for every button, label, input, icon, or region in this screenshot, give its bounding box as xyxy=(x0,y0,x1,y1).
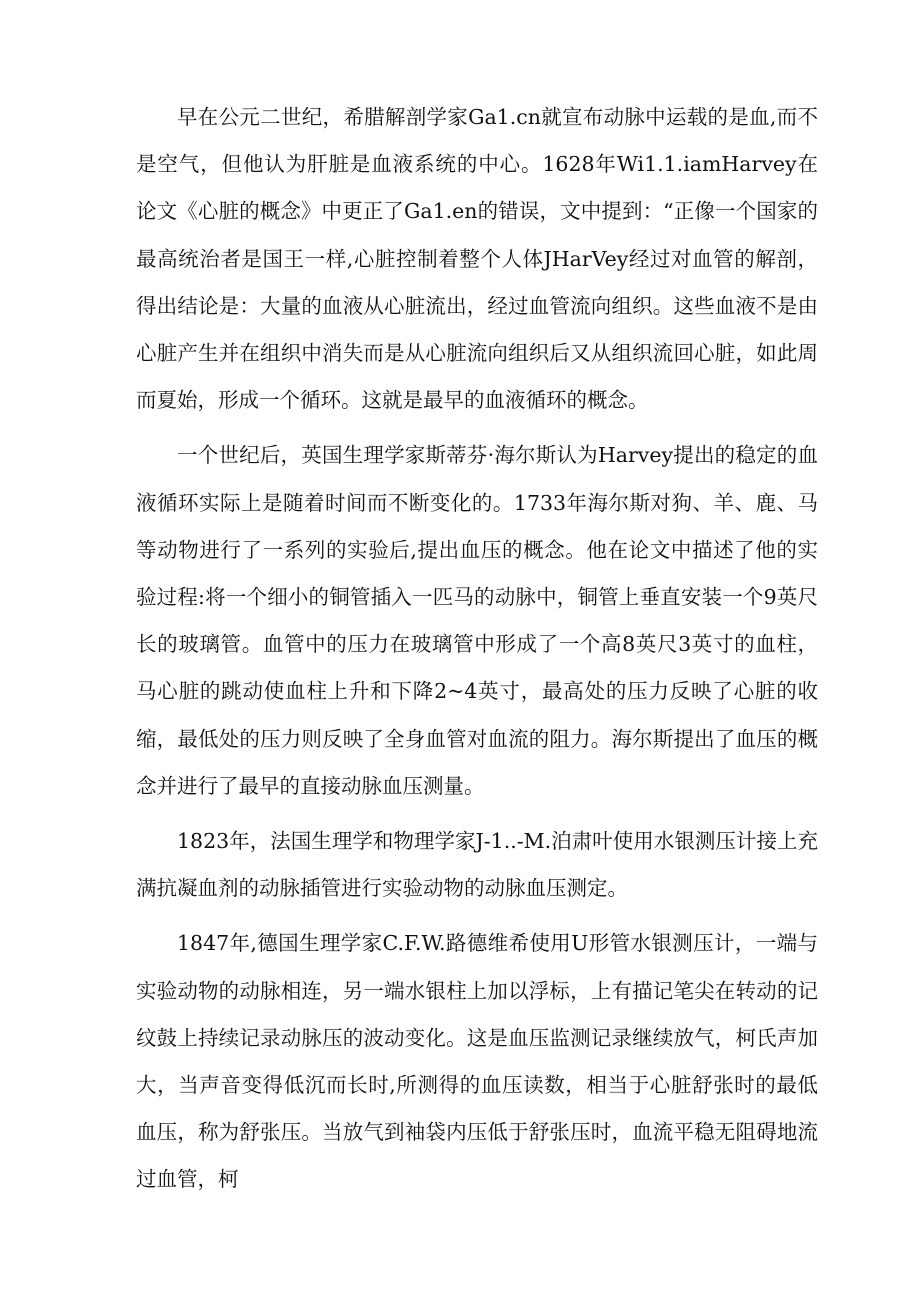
paragraph-ludwig: 1847年,德国生理学家C.F.W.路德维希使用U形管水银测压计，一端与实验动物的动脉相连，另一端水银柱上加以浮标，上有描记笔尖在转动的记纹鼓上持续记录动脉压的波动变化。这是血压监测记录继续放气，柯氏声加大，当声音变得低沉而长时,所测得的血压读数，相当于心脏舒张时的最低血压，称为舒张压。当放气到袖袋内压低于舒张压时，血流平稳无阻碍地流过血管，柯 xyxy=(136,931,818,1192)
document-body xyxy=(136,94,818,1212)
paragraph-poiseuille: 1823年，法国生理学和物理学家J-1..-M.泊肃叶使用水银测压计接上充满抗凝血剂的动脉插管进行实验动物的动脉血压测定。 xyxy=(136,829,818,901)
paragraph-galen-harvey: 早在公元二世纪，希腊解剖学家Ga1.cn就宣布动脉中运载的是血,而不是空气，但他认为肝脏是血液系统的中心。1628年Wi1.1.iamHarvey在论文《心脏的概念》中更正了Ga1.en的错误，文中提到：“正像一个国家的最高统治者是国王一样,心脏控制着整个人体JHarVey经过对血管的解剖，得出结论是：大量的血液从心脏流出，经过血管流向组织。这些血液不是由心脏产生并在组织中消失而是从心脏流向组织后又从组织流回心脏，如此周而夏始，形成一个循环。这就是最早的血液循环的概念。 xyxy=(136,105,818,413)
paragraph-hales: 一个世纪后，英国生理学家斯蒂芬·海尔斯认为Harvey提出的稳定的血液循环实际上是随着时间而不断变化的。1733年海尔斯对狗、羊、鹿、马等动物进行了一系列的实验后,提出血压的概念。他在论文中描述了他的实验过程:将一个细小的铜管插入一匹马的动脉中，铜管上垂直安装一个9英尺长的玻璃管。血管中的压力在玻璃管中形成了一个高8英尺3英寸的血柱，马心脏的跳动使血柱上升和下降2~4英寸，最高处的压力反映了心脏的收缩，最低处的压力则反映了全身血管对血流的阻力。海尔斯提出了血压的概念并进行了最早的直接动脉血压测量。 xyxy=(136,443,818,798)
